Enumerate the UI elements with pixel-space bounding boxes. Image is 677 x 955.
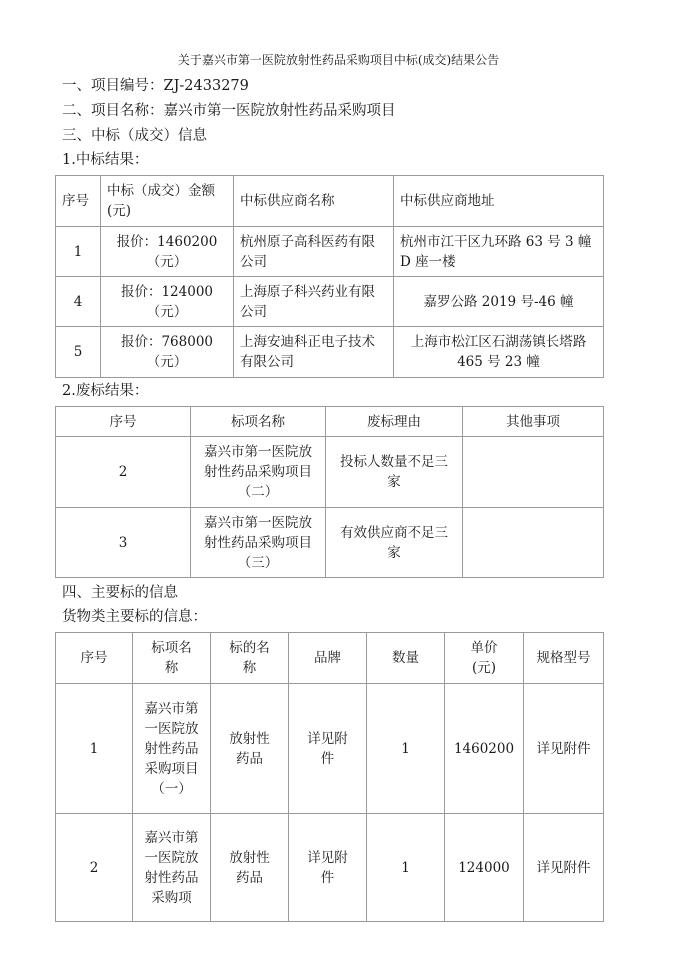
goods-subject-subheading: 货物类主要标的信息： bbox=[62, 609, 207, 625]
header-cell: 标项名称 bbox=[133, 633, 211, 684]
cell-quantity: 1 bbox=[367, 684, 445, 814]
cell-amount: 报价：124000（元） bbox=[101, 277, 234, 327]
cell-address: 嘉罗公路 2019 号-46 幢 bbox=[394, 277, 604, 327]
cell-no: 4 bbox=[56, 277, 101, 327]
cell-supplier: 杭州原子高科医药有限公司 bbox=[234, 227, 394, 277]
cell-no: 5 bbox=[56, 327, 101, 378]
cell-address: 上海市松江区石湖荡镇长塔路 465 号 23 幢 bbox=[394, 327, 604, 378]
award-result-subheading: 1.中标结果： bbox=[62, 152, 149, 168]
section-main-subject-heading: 四、主要标的信息 bbox=[62, 585, 178, 601]
cell-reason: 有效供应商不足三家 bbox=[326, 508, 463, 578]
cell-other bbox=[463, 437, 604, 508]
header-cell: 序号 bbox=[56, 633, 133, 684]
header-cell: 中标供应商名称 bbox=[234, 176, 394, 227]
cell-brand: 详见附件 bbox=[289, 684, 367, 814]
cell-no: 1 bbox=[56, 684, 133, 814]
cell-item-name: 嘉兴市第一医院放射性药品采购项目（三） bbox=[191, 508, 326, 578]
header-cell: 单价(元) bbox=[445, 633, 524, 684]
header-cell: 其他事项 bbox=[463, 407, 604, 437]
cell-reason: 投标人数量不足三家 bbox=[326, 437, 463, 508]
table-row bbox=[56, 327, 604, 378]
header-cell: 序号 bbox=[56, 176, 101, 227]
table-row bbox=[56, 277, 604, 327]
table-header-row bbox=[56, 633, 604, 684]
cell-quantity: 1 bbox=[367, 814, 445, 922]
cell-supplier: 上海安迪科正电子技术有限公司 bbox=[234, 327, 394, 378]
header-cell: 品牌 bbox=[289, 633, 367, 684]
cell-amount: 报价：1460200（元） bbox=[101, 227, 234, 277]
failed-bid-subheading: 2.废标结果： bbox=[62, 383, 149, 399]
table-row bbox=[56, 814, 604, 922]
award-result-table bbox=[55, 175, 604, 378]
table-row bbox=[56, 684, 604, 814]
table-header-row bbox=[56, 176, 604, 227]
cell-subject-name: 放射性药品 bbox=[211, 814, 289, 922]
cell-no: 2 bbox=[56, 437, 191, 508]
cell-spec: 详见附件 bbox=[524, 684, 604, 814]
cell-address: 杭州市江干区九环路 63 号 3 幢 D 座一楼 bbox=[394, 227, 604, 277]
table-header-row bbox=[56, 407, 604, 437]
header-cell: 中标供应商地址 bbox=[394, 176, 604, 227]
cell-no: 3 bbox=[56, 508, 191, 578]
document-title: 关于嘉兴市第一医院放射性药品采购项目中标(成交)结果公告 bbox=[177, 53, 500, 67]
cell-subject-name: 放射性药品 bbox=[211, 684, 289, 814]
header-cell: 数量 bbox=[367, 633, 445, 684]
failed-bid-table bbox=[55, 406, 604, 578]
cell-unit-price: 124000 bbox=[445, 814, 524, 922]
section-project-name: 二、项目名称：嘉兴市第一医院放射性药品采购项目 bbox=[62, 103, 396, 119]
header-cell: 标的名称 bbox=[211, 633, 289, 684]
header-cell: 序号 bbox=[56, 407, 191, 437]
table-row bbox=[56, 508, 604, 578]
cell-supplier: 上海原子科兴药业有限公司 bbox=[234, 277, 394, 327]
table-row bbox=[56, 227, 604, 277]
cell-spec: 详见附件 bbox=[524, 814, 604, 922]
cell-unit-price: 1460200 bbox=[445, 684, 524, 814]
cell-amount: 报价：768000（元） bbox=[101, 327, 234, 378]
table-row bbox=[56, 437, 604, 508]
section-project-number: 一、项目编号：ZJ-2433279 bbox=[62, 78, 249, 94]
header-cell: 废标理由 bbox=[326, 407, 463, 437]
header-cell: 标项名称 bbox=[191, 407, 326, 437]
cell-brand: 详见附件 bbox=[289, 814, 367, 922]
cell-item-name: 嘉兴市第一医院放射性药品采购项目（二） bbox=[191, 437, 326, 508]
cell-no: 2 bbox=[56, 814, 133, 922]
cell-item-name: 嘉兴市第一医院放射性药品采购项目（一） bbox=[133, 684, 211, 814]
goods-subject-table bbox=[55, 632, 604, 922]
section-award-info-heading: 三、中标（成交）信息 bbox=[62, 128, 207, 144]
cell-item-name: 嘉兴市第一医院放射性药品采购项 bbox=[133, 814, 211, 922]
header-cell: 规格型号 bbox=[524, 633, 604, 684]
header-cell: 中标（成交）金额(元) bbox=[101, 176, 234, 227]
cell-no: 1 bbox=[56, 227, 101, 277]
cell-other bbox=[463, 508, 604, 578]
